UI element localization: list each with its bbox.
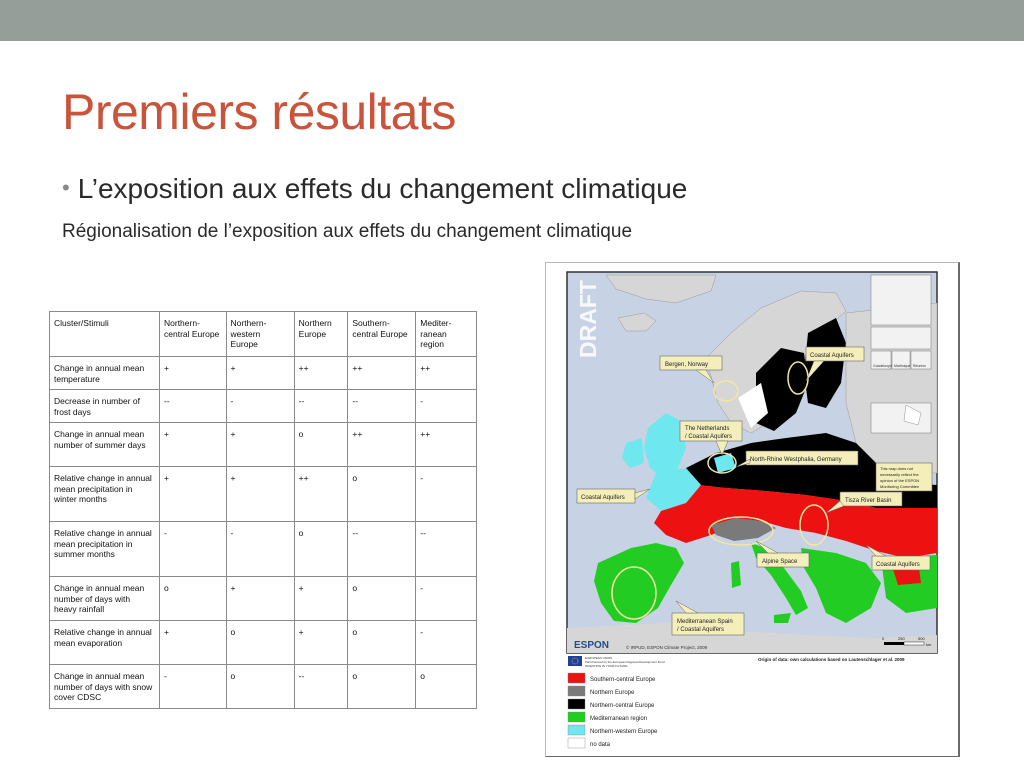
table-cell: + <box>160 467 227 522</box>
legend-label: Mediterranean region <box>590 716 648 722</box>
table-cell: o <box>416 665 477 709</box>
table-row <box>50 621 477 665</box>
inset-canaries <box>871 275 931 325</box>
table-header-cell: Northern Europe <box>294 312 348 357</box>
table-cell: ++ <box>294 467 348 522</box>
disclaimer-line: necessarily reflect the <box>880 472 919 477</box>
legend-swatch <box>568 738 585 748</box>
scale-bar-light-segment <box>904 642 924 645</box>
table-cell: - <box>416 621 477 665</box>
table-cell: + <box>226 423 294 467</box>
callout-coastal-left-text: Coastal Aquifers <box>581 495 625 501</box>
table-cell-stimulus: Relative change in annual mean evaporation <box>50 621 160 665</box>
table-cell-stimulus: Relative change in annual mean precipitation in winter months <box>50 467 160 522</box>
callout-spain-text-2: / Coastal Aquifers <box>677 627 725 633</box>
table-row <box>50 467 477 522</box>
callout-tisza-text: Tisza River Basin <box>845 498 892 504</box>
table-cell-stimulus: Change in annual mean number of days with heavy rainfall <box>50 577 160 621</box>
table-cell: ++ <box>348 357 416 390</box>
table-cell: + <box>294 621 348 665</box>
legend-label: no data <box>590 742 611 748</box>
inset-azores <box>871 327 931 349</box>
table-cell: - <box>160 665 227 709</box>
legend-swatch <box>568 712 585 722</box>
table-cell: - <box>226 522 294 577</box>
table-cell: - <box>160 522 227 577</box>
table-row <box>50 665 477 709</box>
table-cell: - <box>226 390 294 423</box>
callout-coastal-top-text: Coastal Aquifers <box>810 353 854 359</box>
table-row <box>50 577 477 621</box>
bullet-dot-icon: • <box>62 175 70 200</box>
inset-madeira <box>871 403 931 433</box>
table-cell: o <box>226 621 294 665</box>
espon-logo: ESPON <box>574 640 610 651</box>
disclaimer-box <box>876 463 932 491</box>
table-cell-stimulus: Change in annual mean number of days with snow cover CDSC <box>50 665 160 709</box>
table-cell: o <box>348 665 416 709</box>
callout-nrw-text: North-Rhine Westphalia, Germany <box>750 457 842 463</box>
table-cell-stimulus: Decrease in number of frost days <box>50 390 160 423</box>
eu-text-line: INVESTING IN YOUR FUTURE <box>585 664 628 668</box>
bullet-text: L’exposition aux effets du changement climatique <box>77 173 688 204</box>
scale-bar-dark-segment <box>884 642 904 645</box>
map-legend <box>568 673 658 748</box>
inset-label: Martinique <box>894 364 911 368</box>
table-cell: ++ <box>294 357 348 390</box>
table-cell: - <box>416 390 477 423</box>
table-cell: ++ <box>416 423 477 467</box>
cluster-table <box>49 311 477 709</box>
legend-label: Northern-western Europe <box>590 729 658 735</box>
scale-label: 500 <box>918 636 925 641</box>
slide-subtitle: Régionalisation de l’exposition aux effets du changement climatique <box>62 221 633 242</box>
table-cell: o <box>348 621 416 665</box>
table-row <box>50 522 477 577</box>
table-row <box>50 390 477 423</box>
disclaimer-line: This map does not <box>880 466 913 471</box>
table-cell: o <box>294 423 348 467</box>
table-cell: o <box>294 522 348 577</box>
bullet-item <box>62 173 687 205</box>
map-data-origin: Origin of data: own calculations based on Lautenschlager et al. 2009 <box>758 657 905 662</box>
table-cell: o <box>226 665 294 709</box>
table-cell: + <box>226 577 294 621</box>
table-header-row <box>50 312 477 357</box>
inset-label: Guadeloupe <box>873 364 893 368</box>
table-header-cell: Northern-central Europe <box>160 312 227 357</box>
table-cell: + <box>160 357 227 390</box>
table-header-cell: Mediter-ranean region <box>416 312 477 357</box>
scale-label: km <box>926 642 932 647</box>
scale-label: 0 <box>882 636 885 641</box>
callout-netherlands-text-1: The Netherlands <box>685 426 730 432</box>
table-cell: -- <box>416 522 477 577</box>
table-row <box>50 357 477 390</box>
eu-text-line: Part-financed by the European Regional Development Fund <box>585 660 665 664</box>
legend-label: Northern Europe <box>590 690 635 696</box>
legend-label: Southern-central Europe <box>590 677 656 683</box>
table-cell-stimulus: Change in annual mean temperature <box>50 357 160 390</box>
table-cell: -- <box>294 390 348 423</box>
scale-label: 250 <box>898 636 905 641</box>
table-cell: - <box>416 467 477 522</box>
callout-bergen-text: Bergen, Norway <box>665 362 709 368</box>
table-cell: + <box>160 621 227 665</box>
legend-label: Northern-central Europe <box>590 703 655 709</box>
legend-swatch <box>568 686 585 696</box>
table-cell: ++ <box>348 423 416 467</box>
table-cell: -- <box>160 390 227 423</box>
callout-alpine-text: Alpine Space <box>762 559 798 565</box>
eu-flag-icon <box>568 656 582 666</box>
table-header-cell: Northern-western Europe <box>226 312 294 357</box>
disclaimer-line: Monitoring Committee <box>880 484 920 489</box>
table-cell: o <box>348 577 416 621</box>
climate-exposure-map-figure <box>545 262 960 757</box>
table-cell-stimulus: Change in annual mean number of summer days <box>50 423 160 467</box>
table-cell: + <box>160 423 227 467</box>
inset-label: Réunion <box>913 364 927 368</box>
table-cell: -- <box>294 665 348 709</box>
table-header-cell: Southern-central Europe <box>348 312 416 357</box>
slide-title: Premiers résultats <box>62 84 456 140</box>
table-cell: + <box>294 577 348 621</box>
callout-coastal-right-text: Coastal Aquifers <box>876 562 920 568</box>
table-cell: -- <box>348 522 416 577</box>
callout-netherlands-text-2: / Coastal Aquifers <box>685 434 733 440</box>
table-cell: o <box>160 577 227 621</box>
map-svg <box>546 263 958 756</box>
table-cell: + <box>226 467 294 522</box>
table-cell: o <box>348 467 416 522</box>
table-header-cell: Cluster/Stimuli <box>50 312 160 357</box>
table-cell: -- <box>348 390 416 423</box>
legend-swatch <box>568 725 585 735</box>
table-cell-stimulus: Relative change in annual mean precipitation in summer months <box>50 522 160 577</box>
table-cell: ++ <box>416 357 477 390</box>
map-copyright: © IRPUD, ESPON Climate Project, 2009 <box>626 645 708 650</box>
table-row <box>50 423 477 467</box>
top-bar <box>0 0 1024 41</box>
draft-watermark: DRAFT <box>575 280 601 358</box>
callout-spain-text-1: Mediterranean Spain <box>677 619 733 625</box>
disclaimer-line: opinion of the ESPON <box>880 478 920 483</box>
legend-swatch <box>568 673 585 683</box>
eu-text-line: EUROPEAN UNION <box>585 656 613 660</box>
table-cell: + <box>226 357 294 390</box>
legend-swatch <box>568 699 585 709</box>
callout-nrw <box>736 451 858 467</box>
table-cell: - <box>416 577 477 621</box>
